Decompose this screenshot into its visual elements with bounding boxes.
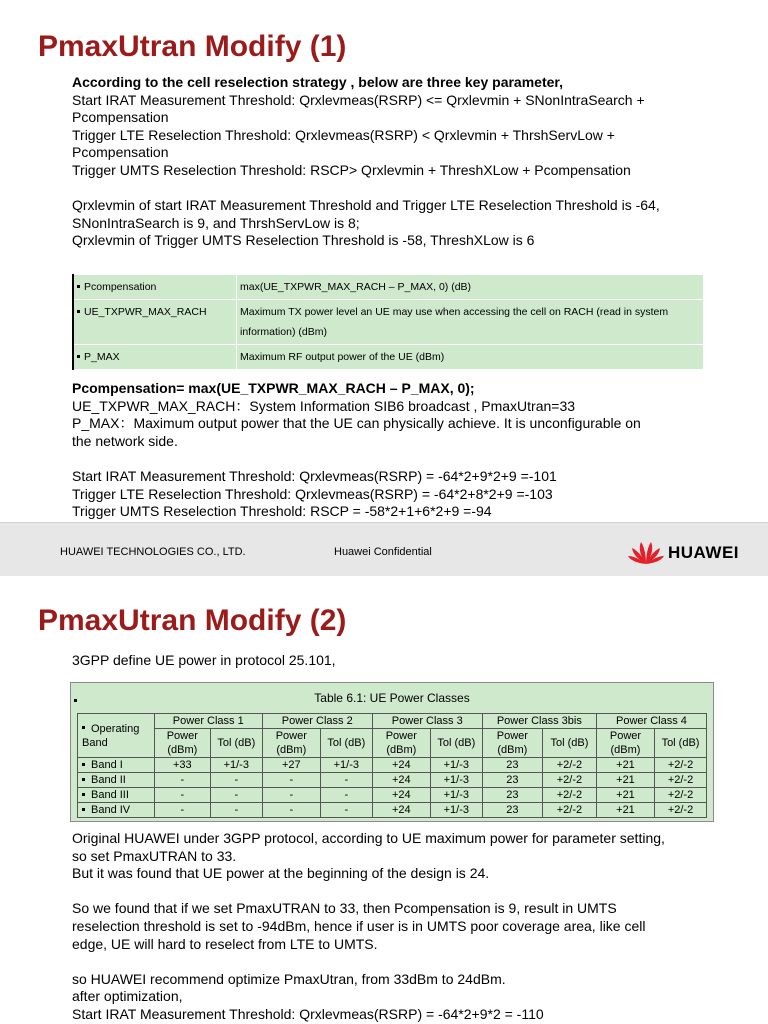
band-label: Band IV: [91, 804, 131, 816]
tolerance-cell: -: [320, 788, 372, 803]
body-line: edge, UE will hard to reselect from LTE to UMTS.: [72, 935, 378, 952]
parameter-table: [72, 274, 704, 370]
table-row: [73, 275, 704, 300]
body-line: so set PmaxUTRAN to 33.: [72, 847, 237, 864]
param-desc: Maximum RF output power of the UE (dBm): [237, 345, 704, 370]
tolerance-cell: +2/-2: [542, 758, 596, 773]
bullet-icon: [82, 726, 85, 729]
intro-line: Trigger LTE Reselection Threshold: Qrxlevmeas(RSRP) < Qrxlevmin + ThrshServLow +: [72, 126, 615, 143]
power-table-body: [78, 758, 707, 818]
bullet-icon: [77, 285, 80, 288]
power-value-cell: 23: [482, 758, 542, 773]
operating-band-label: Operating Band: [82, 722, 140, 749]
intro-line: SNonIntraSearch is 9, and ThrshServLow is 8;: [72, 214, 360, 231]
power-subheader: Power (dBm): [372, 729, 430, 758]
body-line: But it was found that UE power at the beginning of the design is 24.: [72, 865, 490, 882]
tol-subheader: Tol (dB): [320, 729, 372, 758]
power-class-header: Power Class 3: [372, 714, 482, 729]
tolerance-cell: -: [320, 773, 372, 788]
table-row: [78, 758, 707, 773]
table-row: [78, 803, 707, 818]
power-value-cell: 23: [482, 803, 542, 818]
formula-line: Trigger UMTS Reselection Threshold: RSCP = -58*2+1+6*2+9 =-94: [72, 503, 492, 520]
power-value-cell: -: [262, 773, 320, 788]
tol-subheader: Tol (dB): [542, 729, 596, 758]
body-line: Original HUAWEI under 3GPP protocol, according to UE maximum power for parameter setting,: [72, 830, 665, 846]
footer-confidential: Huawei Confidential: [334, 546, 432, 558]
body-line: [72, 953, 722, 971]
operating-band-header: [78, 714, 155, 758]
tolerance-cell: -: [320, 803, 372, 818]
intro-line: Trigger UMTS Reselection Threshold: RSCP> Qrxlevmin + ThreshXLow + Pcompensation: [72, 161, 631, 178]
power-value-cell: +24: [372, 758, 430, 773]
formula-line: Pcompensation= max(UE_TXPWR_MAX_RACH – P_MAX, 0);: [72, 380, 475, 396]
band-cell: [78, 773, 155, 788]
power-subheader: Power (dBm): [262, 729, 320, 758]
table-subheader-row: [78, 729, 707, 758]
table-row: [73, 345, 704, 370]
band-cell: [78, 803, 155, 818]
band-label: Band II: [91, 774, 126, 786]
power-value-cell: +21: [596, 803, 654, 818]
param-name: UE_TXPWR_MAX_RACH: [84, 306, 207, 318]
band-cell: [78, 788, 155, 803]
protocol-intro: [72, 652, 722, 670]
formula-text: [72, 380, 722, 521]
tolerance-cell: +2/-2: [542, 773, 596, 788]
reselection-strategy-text: [72, 74, 722, 250]
power-value-cell: -: [154, 803, 210, 818]
tolerance-cell: +1/-3: [210, 758, 262, 773]
tol-subheader: Tol (dB): [430, 729, 482, 758]
band-cell: [78, 758, 155, 773]
huawei-logo: [626, 537, 756, 567]
bullet-icon: [82, 793, 85, 796]
intro-line: Pcompensation: [72, 109, 169, 126]
formula-line: P_MAX：Maximum output power that the UE can physically achieve. It is unconfigurable on: [72, 415, 641, 432]
param-desc: max(UE_TXPWR_MAX_RACH – P_MAX, 0) (dB): [237, 275, 704, 300]
power-class-table-box: [70, 682, 714, 822]
tolerance-cell: +2/-2: [655, 773, 707, 788]
formula-line: the network side.: [72, 432, 178, 449]
power-value-cell: +33: [154, 758, 210, 773]
table-row: [78, 773, 707, 788]
power-class-header: Power Class 3bis: [482, 714, 596, 729]
power-value-cell: +21: [596, 773, 654, 788]
slide-2-title: PmaxUtran Modify (2): [38, 604, 347, 637]
logo-wordmark: HUAWEI: [668, 543, 739, 562]
slide-2: [0, 576, 768, 1024]
power-value-cell: -: [154, 773, 210, 788]
body-line: reselection threshold is set to -94dBm, hence if user is in UMTS poor coverage area, like cell: [72, 917, 646, 934]
formula-line: Start IRAT Measurement Threshold: Qrxlevmeas(RSRP) = -64*2+9*2+9 =-101: [72, 467, 557, 484]
formula-line: UE_TXPWR_MAX_RACH：System Information SIB6 broadcast , PmaxUtran=33: [72, 397, 576, 414]
footer-company: HUAWEI TECHNOLOGIES CO., LTD.: [60, 546, 246, 558]
power-value-cell: -: [262, 803, 320, 818]
intro-line: According to the cell reselection strategy , below are three key parameter,: [72, 74, 563, 90]
param-name-cell: [73, 345, 237, 370]
intro-line: Qrxlevmin of start IRAT Measurement Threshold and Trigger LTE Reselection Threshold is -64,: [72, 197, 660, 214]
param-name: Pcompensation: [84, 281, 157, 293]
tolerance-cell: +1/-3: [430, 773, 482, 788]
table-row: [73, 300, 704, 345]
intro-line: Pcompensation: [72, 144, 169, 161]
tolerance-cell: +2/-2: [655, 803, 707, 818]
tol-subheader: Tol (dB): [655, 729, 707, 758]
power-subheader: Power (dBm): [154, 729, 210, 758]
tolerance-cell: +2/-2: [655, 788, 707, 803]
param-name-cell: [73, 300, 237, 345]
power-value-cell: +21: [596, 788, 654, 803]
band-label: Band III: [91, 789, 129, 801]
tolerance-cell: +1/-3: [320, 758, 372, 773]
bullet-icon: [82, 778, 85, 781]
bullet-icon: [77, 355, 80, 358]
tolerance-cell: +2/-2: [542, 788, 596, 803]
power-class-header: Power Class 1: [154, 714, 262, 729]
power-class-header: Power Class 2: [262, 714, 372, 729]
formula-line: Trigger LTE Reselection Threshold: Qrxlevmeas(RSRP) = -64*2+8*2+9 =-103: [72, 485, 553, 502]
intro-line: Start IRAT Measurement Threshold: Qrxlevmeas(RSRP) <= Qrxlevmin + SNonIntraSearch +: [72, 91, 645, 108]
table-caption: Table 6.1: UE Power Classes: [314, 691, 470, 705]
tolerance-cell: +2/-2: [655, 758, 707, 773]
power-value-cell: -: [154, 788, 210, 803]
power-value-cell: 23: [482, 773, 542, 788]
analysis-text: [72, 830, 722, 1024]
power-class-header: Power Class 4: [596, 714, 706, 729]
param-name-cell: [73, 275, 237, 300]
table-header-row: [78, 714, 707, 729]
bullet-icon: [77, 310, 80, 313]
power-value-cell: -: [262, 788, 320, 803]
slide-footer: [0, 522, 768, 577]
power-value-cell: +21: [596, 758, 654, 773]
body-line: So we found that if we set PmaxUTRAN to 33, then Pcompensation is 9, result in UMTS: [72, 900, 617, 917]
param-name: P_MAX: [84, 351, 120, 363]
body-line: after optimization,: [72, 988, 183, 1005]
bullet-icon: [82, 763, 85, 766]
intro-line: Qrxlevmin of Trigger UMTS Reselection Threshold is -58, ThreshXLow is 6: [72, 232, 535, 249]
body-line: [72, 883, 722, 901]
power-value-cell: +27: [262, 758, 320, 773]
tolerance-cell: +1/-3: [430, 758, 482, 773]
tolerance-cell: -: [210, 773, 262, 788]
band-label: Band I: [91, 759, 123, 771]
power-class-table: [77, 713, 707, 818]
table-row: [78, 788, 707, 803]
power-value-cell: +24: [372, 803, 430, 818]
power-subheader: Power (dBm): [482, 729, 542, 758]
formula-line: [72, 450, 722, 468]
power-value-cell: +24: [372, 788, 430, 803]
tolerance-cell: -: [210, 803, 262, 818]
tolerance-cell: +1/-3: [430, 788, 482, 803]
tol-subheader: Tol (dB): [210, 729, 262, 758]
bullet-icon: [82, 808, 85, 811]
tolerance-cell: +2/-2: [542, 803, 596, 818]
intro-line: [72, 180, 722, 198]
slide-1-title: PmaxUtran Modify (1): [38, 30, 347, 63]
body-line: so HUAWEI recommend optimize PmaxUtran, from 33dBm to 24dBm.: [72, 970, 506, 987]
intro-line: 3GPP define UE power in protocol 25.101,: [72, 652, 336, 668]
tolerance-cell: -: [210, 788, 262, 803]
param-desc: Maximum TX power level an UE may use when accessing the cell on RACH (read in system information) (dBm): [237, 300, 704, 345]
tolerance-cell: +1/-3: [430, 803, 482, 818]
huawei-petals-icon: [626, 537, 666, 567]
power-value-cell: 23: [482, 788, 542, 803]
power-subheader: Power (dBm): [596, 729, 654, 758]
power-value-cell: +24: [372, 773, 430, 788]
body-line: Start IRAT Measurement Threshold: Qrxlevmeas(RSRP) = -64*2+9*2 = -110: [72, 1005, 544, 1022]
